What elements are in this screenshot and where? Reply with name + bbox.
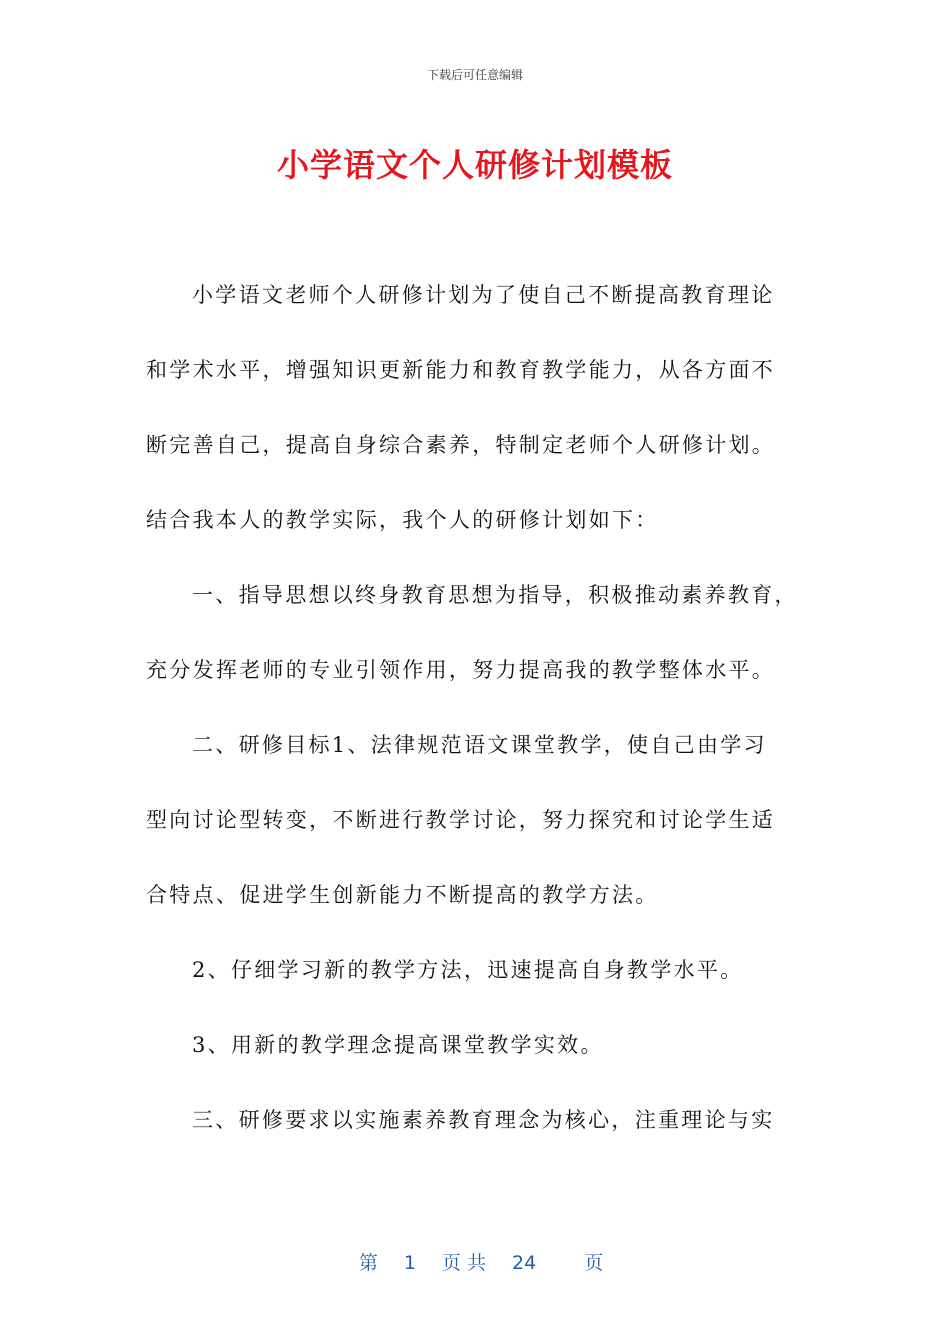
- footer-prefix: 第: [358, 1252, 378, 1274]
- paragraph-line: 型向讨论型转变，不断进行教学讨论，努力探究和讨论学生适: [146, 808, 776, 832]
- current-page-number: 1: [403, 1252, 416, 1274]
- header-note: 下载后可任意编辑: [426, 68, 523, 82]
- page-footer: [0, 1226, 950, 1275]
- paragraph-line: 充分发挥老师的专业引领作用，努力提高我的教学整体水平。: [146, 658, 776, 682]
- paragraph-line: 3、用新的教学理念提高课堂教学实效。: [192, 1033, 604, 1057]
- total-pages-number: 24: [512, 1252, 537, 1274]
- footer-middle: 页 共: [441, 1252, 487, 1274]
- paragraph-line: 小学语文老师个人研修计划为了使自己不断提高教育理论: [192, 283, 775, 307]
- paragraph-line: 二、研修目标1、法律规范语文课堂教学，使自己由学习: [192, 733, 767, 757]
- document-body: [146, 272, 808, 1172]
- footer-suffix: 页: [584, 1252, 604, 1274]
- paragraph-line: 断完善自己，提高自身综合素养，特制定老师个人研修计划。: [146, 433, 776, 457]
- paragraph-line: 一、指导思想以终身教育思想为指导，积极推动素养教育，: [192, 583, 798, 607]
- paragraph-line: 三、研修要求以实施素养教育理念为核心，注重理论与实: [192, 1108, 775, 1132]
- paragraph-line: 和学术水平，增强知识更新能力和教育教学能力，从各方面不: [146, 358, 776, 382]
- paragraph-line: 合特点、促进学生创新能力不断提高的教学方法。: [146, 883, 659, 907]
- paragraph-line: 结合我本人的教学实际，我个人的研修计划如下：: [146, 508, 659, 532]
- paragraph-line: 2、仔细学习新的教学方法，迅速提高自身教学水平。: [192, 958, 744, 982]
- document-title: 小学语文个人研修计划模板: [276, 146, 673, 184]
